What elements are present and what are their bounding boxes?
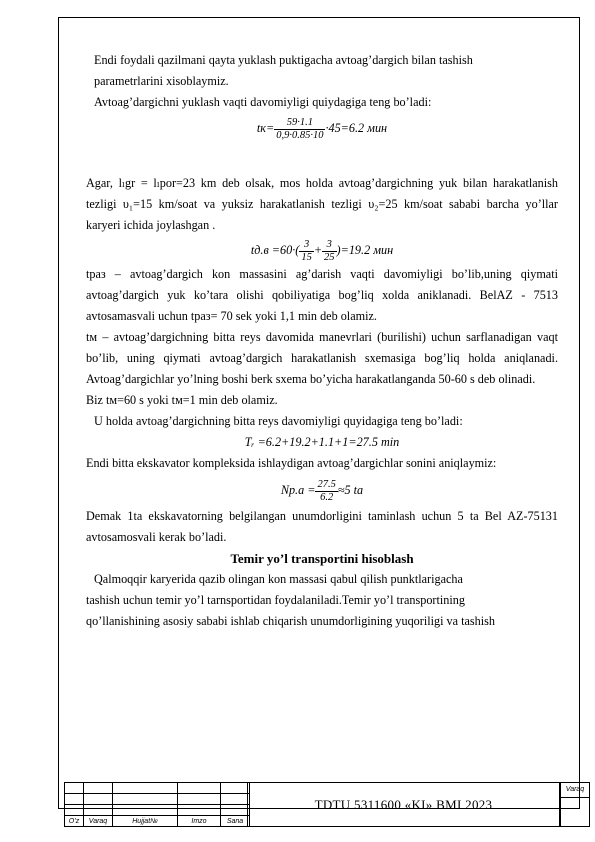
section-heading: Temir yo’l transportini hisoblash: [230, 551, 414, 566]
paragraph-trip-intro: U holda avtoag’dargichning bitta reys davomiyligi quyidagiga teng bo’ladi:: [94, 414, 463, 428]
col-sana: Sana: [221, 816, 250, 827]
formula-loading-time: [86, 113, 558, 143]
formula-lhs: tк=: [256, 121, 275, 135]
line-3: Avtoag’dargichni yuklash vaqti davomiyligi quiydagiga teng bo’ladi:: [94, 95, 432, 109]
paragraph-tm-value: Biz tм=60 s yoki tм=1 min deb olamiz.: [86, 393, 278, 407]
paragraph-rail-2: tashish uchun temir yo’l tarnsportidan foydalaniladi.Temir yo’l transportining: [86, 593, 465, 607]
paragraph-rail-1: Qalmoqqir karyerida qazib olingan kon massasi qabul qilish punktlarigacha: [94, 572, 463, 586]
paragraph-maneuver-time: tм – avtoag’dargichning bitta reys davomida manevrlari (burilishi) uchun sarflanadigan vaqt bo’lib, uning qiymati avtoag’dargich harakatlanish sxemasiga bog’liq holda aniqlanadi. Avtoag’dargichlar yo’lning boshi berk sxema bo’yicha harakatlanganda 50-60 s deb olinadi.: [86, 330, 558, 386]
formula-rhs: ·45=6.2 мин: [325, 121, 388, 135]
paragraph-agar: Agar, lₗgr = lₗpor=23 km deb olsak, mos holda avtoag’dargichning yuk bilan harakatlanish tezligi υ₁=15 km/soat va yuksiz harakatlanish tezligi υ₂=25 km/soat sababi barcha yo’llar karyeri ichida joylashgan .: [86, 176, 558, 232]
document-code: TDTU 5311600 «KI» BMI 2023: [247, 782, 560, 827]
col-varaq: Varaq: [84, 816, 113, 827]
col-hujjat: Hujjat№: [113, 816, 178, 827]
page-number-box: [560, 782, 590, 827]
formula-truck-count: Nр.а = $\frac{27.5}{6.2}$ ≈5 ta: [280, 478, 364, 503]
line-2: parametrlarini xisoblaymiz.: [94, 74, 229, 88]
paragraph-unload-time: tраз – avtoag’dargich kon massasini ag’darish vaqti davomiyligi bo’lib,uning qiymati avtoag’dargich yuk ko’tara olishi qobiliyatiga bog’liq xolda aniklanadi. BelAZ - 7513 avtosamasvali uchun tраз= 70 sek yoki 1,1 min deb olamiz.: [86, 267, 558, 323]
varaq-label: Varaq: [561, 783, 589, 798]
document-body: [86, 50, 558, 632]
formula-travel-time: tд.в =60·( $\frac{3}{15}$ + $\frac{3}{25}$ )=19.2 мин: [250, 238, 394, 263]
col-imzo: Imzo: [178, 816, 221, 827]
formula-trip-time: Tᵣ =6.2+19.2+1.1+1=27.5 min: [244, 435, 400, 449]
fraction: $\frac{59\cdot 1.1}{0,9\cdot 0.85\cdot 10}$: [276, 116, 324, 141]
paragraph-conclusion: Demak 1ta ekskavatorning belgilangan unumdorligini taminlash uchun 5 ta Bel AZ-75131 avtosamosvali kerak bo’ladi.: [86, 509, 558, 544]
title-block-grid: [64, 782, 250, 827]
paragraph-rail-3: qo’llanishining asosiy sababi ishlab chiqarish unumdorligining yuqoriligi va tashish: [86, 614, 495, 628]
title-block: [64, 782, 592, 827]
paragraph-truck-count-intro: Endi bitta ekskavator kompleksida ishlaydigan avtoag’dargichlar sonini aniqlaymiz:: [86, 456, 497, 470]
col-oz: O’z: [65, 816, 84, 827]
line-1: Endi foydali qazilmani qayta yuklash puktigacha avtoag’dargich bilan tashish: [94, 53, 473, 67]
